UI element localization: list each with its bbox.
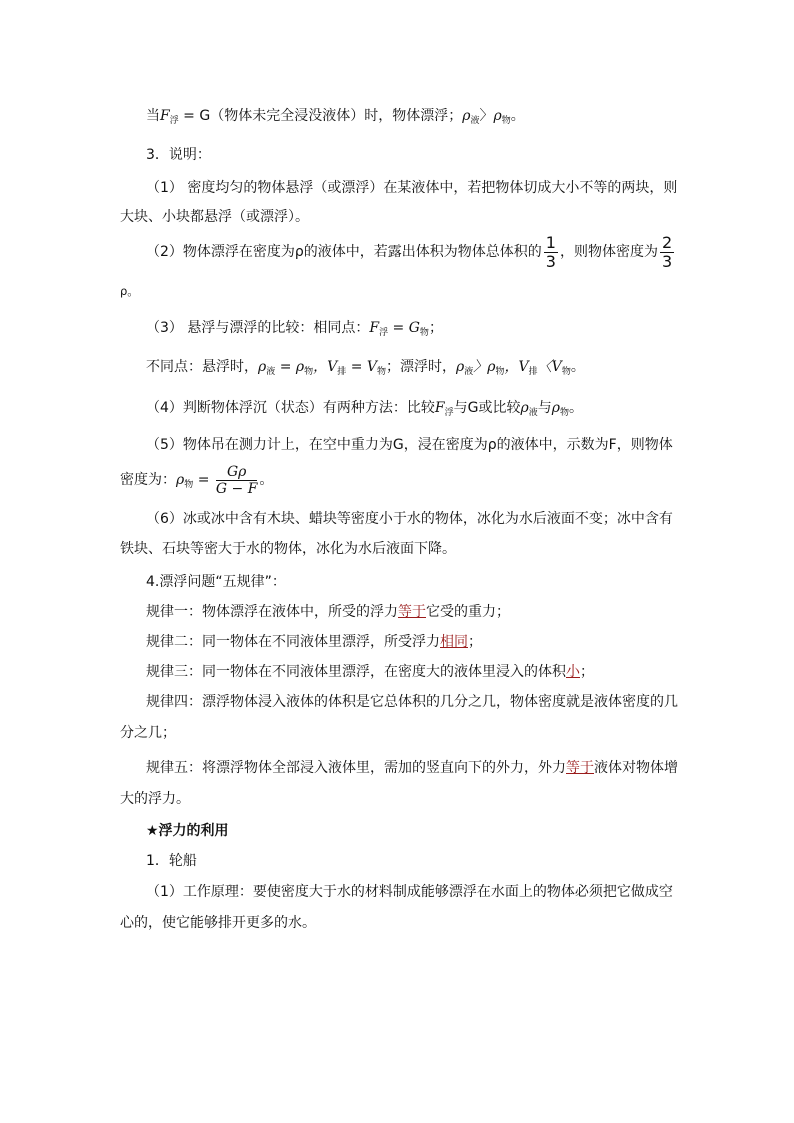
- note-1-line-a: （1） 密度均匀的物体悬浮（或漂浮）在某液体中，若把物体切成大小不等的两块，则: [146, 180, 678, 196]
- note-4-line: （4）判断物体浮沉（状态）有两种方法：比较$F_浮$与G或比较$\rho_液$与$\rho_物$。: [146, 400, 583, 418]
- note-5-line-a: （5）物体吊在测力计上，在空中重力为G，浸在密度为ρ的液体中，示数为F，则物体: [146, 437, 673, 453]
- rule-2: 规律二：同一物体在不同液体里漂浮，所受浮力相同；: [146, 634, 482, 650]
- working-principle-line-a: （1）工作原理：要使密度大于水的材料制成能够漂浮在水面上的物体必须把它做成空: [146, 884, 673, 900]
- rule-5-line-a: 规律五：将漂浮物体全部浸入液体里，需加的竖直向下的外力，外力等于液体对物体增: [146, 760, 678, 776]
- rule-4-line-a: 规律四：漂浮物体浸入液体的体积是它总体积的几分之几，物体密度就是液体密度的几: [146, 694, 678, 710]
- density-formula-fraction: $\frac{G\rho}{G - F}$: [215, 463, 258, 497]
- note-3-line: （3） 悬浮与漂浮的比较：相同点：$F_浮 = G_物$；: [146, 320, 443, 338]
- section-4-title: 4.漂浮问题“五规律”：: [146, 574, 286, 590]
- note-2-tail: ρ。: [120, 284, 139, 298]
- note-6-line-a: （6）冰或冰中含有木块、蜡块等密度小于水的物体，冰化为水后液面不变；冰中含有: [146, 511, 673, 527]
- buoyancy-application-heading: ★浮力的利用: [146, 823, 229, 839]
- fraction-one-third: $\frac{1}{3}$: [545, 232, 556, 271]
- rule-4-line-b: 分之几；: [120, 725, 176, 741]
- note-1-line-b: 大块、小块都悬浮（或漂浮）。: [120, 209, 309, 225]
- working-principle-line-b: 心的，使它能够排开更多的水。: [120, 915, 316, 931]
- note-5-line-b: 密度为：$\rho_物$ = $\frac{G\rho}{G - F}$ 。: [120, 463, 274, 497]
- rule-5-line-b: 大的浮力。: [120, 791, 190, 807]
- fraction-two-thirds: $\frac{2}{3}$: [661, 232, 673, 271]
- section-3-title: 3．说明：: [146, 147, 211, 163]
- rule-1: 规律一：物体漂浮在液体中，所受的浮力等于它受的重力；: [146, 604, 510, 620]
- note-3-difference: 不同点：悬浮时，$\rho_液 = \rho_物$，$V_排 = V_物$；漂浮时，$\rho_液$〉$\rho_物$，$V_排$〈$V_物$。: [146, 359, 585, 377]
- note-2-line: （2）物体漂浮在密度为ρ的液体中，若露出体积为物体总体积的 $\frac{1}{3}$ ，则物体密度为 $\frac{2}{3}$: [146, 232, 673, 271]
- rule-3: 规律三：同一物体在不同液体里漂浮，在密度大的液体里浸入的体积小；: [146, 664, 594, 680]
- floating-condition-line: 当$F_浮 = G$（物体未完全浸没液体）时，物体漂浮；$\rho_液$〉$\rho_物$。: [146, 108, 525, 126]
- section-1-title: 1．轮船: [146, 853, 197, 869]
- note-6-line-b: 铁块、石块等密大于水的物体，冰化为水后液面下降。: [120, 541, 456, 557]
